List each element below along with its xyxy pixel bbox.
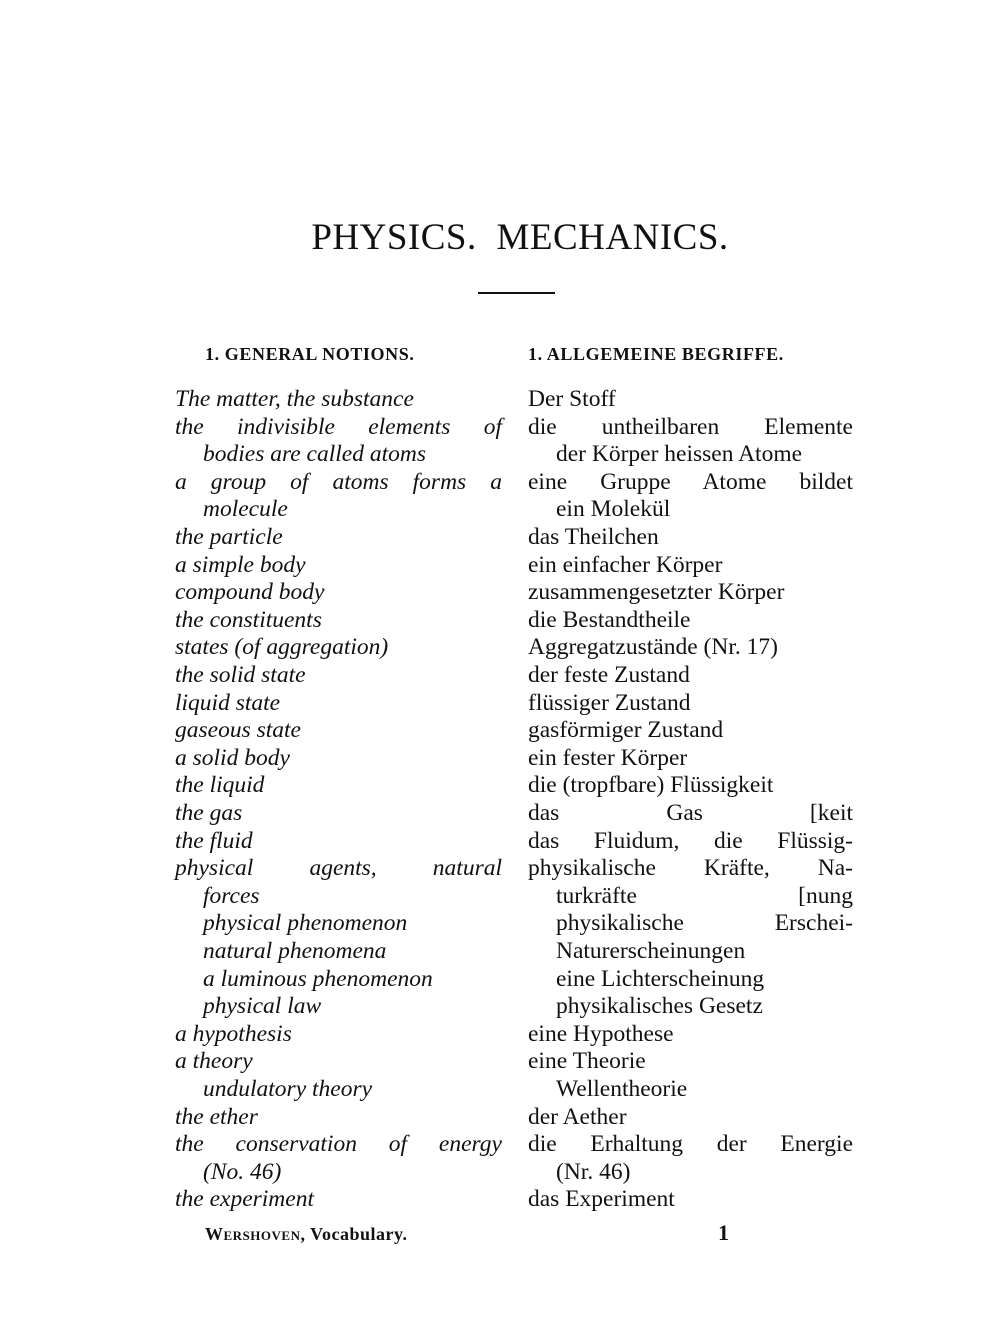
- german-term: der Körper heissen Atome: [556, 441, 803, 468]
- german-term: (Nr. 46): [556, 1158, 631, 1185]
- english-term: the solid state: [175, 662, 306, 688]
- english-term: the ether: [175, 1103, 258, 1130]
- german-term: eine Gruppe Atome bildet: [528, 468, 853, 495]
- english-term: states (of aggregation): [175, 634, 389, 661]
- german-term: gasförmiger Zustand: [528, 717, 724, 744]
- english-term: forces: [203, 882, 260, 909]
- english-term: the indivisible elements of: [175, 413, 502, 440]
- german-term: eine Hypothese: [528, 1020, 674, 1047]
- footer-author: Wershoven: [205, 1224, 301, 1244]
- english-term: physical agents, natural: [175, 855, 502, 882]
- german-term: flüssiger Zustand: [528, 689, 691, 716]
- english-term: the conservation of energy: [175, 1131, 502, 1158]
- english-term: the gas: [175, 800, 243, 826]
- title-divider: [478, 292, 555, 294]
- german-term: der feste Zustand: [528, 662, 690, 688]
- english-term: a luminous phenomenon: [203, 965, 433, 992]
- page-title: PHYSICS. MECHANICS.: [311, 217, 729, 258]
- footer-citation: [205, 1224, 408, 1245]
- german-term: die untheilbaren Elemente: [528, 413, 853, 440]
- english-term: bodies are called atoms: [203, 441, 426, 468]
- english-term: The matter, the substance: [175, 386, 414, 412]
- english-term: a simple body: [175, 551, 306, 578]
- english-term: a theory: [175, 1048, 253, 1075]
- english-term: physical law: [203, 993, 322, 1020]
- english-term: a hypothesis: [175, 1020, 292, 1047]
- german-term: die Erhaltung der Energie: [528, 1131, 853, 1158]
- english-term: a solid body: [175, 744, 290, 771]
- german-term: das Experiment: [528, 1186, 675, 1213]
- english-term: the liquid: [175, 772, 265, 799]
- english-term: the constituents: [175, 606, 322, 633]
- german-term: physikalisches Gesetz: [556, 993, 763, 1020]
- german-term: die (tropfbare) Flüssigkeit: [528, 772, 774, 799]
- english-term: gaseous state: [175, 717, 301, 744]
- english-term: a group of atoms forms a: [175, 468, 502, 495]
- german-term: ein einfacher Körper: [528, 551, 723, 578]
- page-number: 1: [718, 1220, 729, 1245]
- section-heading-english: 1. GENERAL NOTIONS.: [205, 344, 415, 364]
- english-term: the experiment: [175, 1186, 314, 1213]
- german-term: physikalische Kräfte, Na-: [528, 855, 853, 882]
- german-term: ein fester Körper: [528, 744, 688, 771]
- german-term: Wellentheorie: [556, 1076, 688, 1102]
- english-term: the particle: [175, 524, 283, 550]
- german-term: das Gas [keit: [528, 800, 853, 826]
- english-term: physical phenomenon: [203, 910, 408, 937]
- english-term: liquid state: [175, 689, 281, 716]
- section-heading-german: 1. ALLGEMEINE BEGRIFFE.: [528, 344, 784, 364]
- german-term: Aggregatzustände (Nr. 17): [528, 634, 778, 661]
- german-term: die Bestandtheile: [528, 606, 691, 633]
- english-term: the fluid: [175, 827, 253, 854]
- german-term: Der Stoff: [528, 386, 616, 412]
- english-term: undulatory theory: [203, 1076, 373, 1102]
- german-term: ein Molekül: [556, 496, 671, 523]
- german-term: turkräfte [nung: [556, 882, 853, 909]
- german-term: Naturerscheinungen: [556, 938, 746, 964]
- english-term: (No. 46): [203, 1158, 282, 1185]
- german-term: das Theilchen: [528, 524, 659, 550]
- english-term: natural phenomena: [203, 938, 387, 964]
- german-term: zusammengesetzter Körper: [528, 579, 785, 606]
- german-term: eine Theorie: [528, 1048, 646, 1075]
- german-term: der Aether: [528, 1103, 627, 1130]
- german-term: eine Lichterscheinung: [556, 965, 765, 992]
- german-term: das Fluidum, die Flüssig-: [528, 827, 853, 854]
- english-term: compound body: [175, 579, 325, 606]
- english-term: molecule: [203, 496, 288, 523]
- german-term: physikalische Erschei-: [556, 910, 853, 937]
- footer-work: , Vocabulary.: [300, 1224, 408, 1244]
